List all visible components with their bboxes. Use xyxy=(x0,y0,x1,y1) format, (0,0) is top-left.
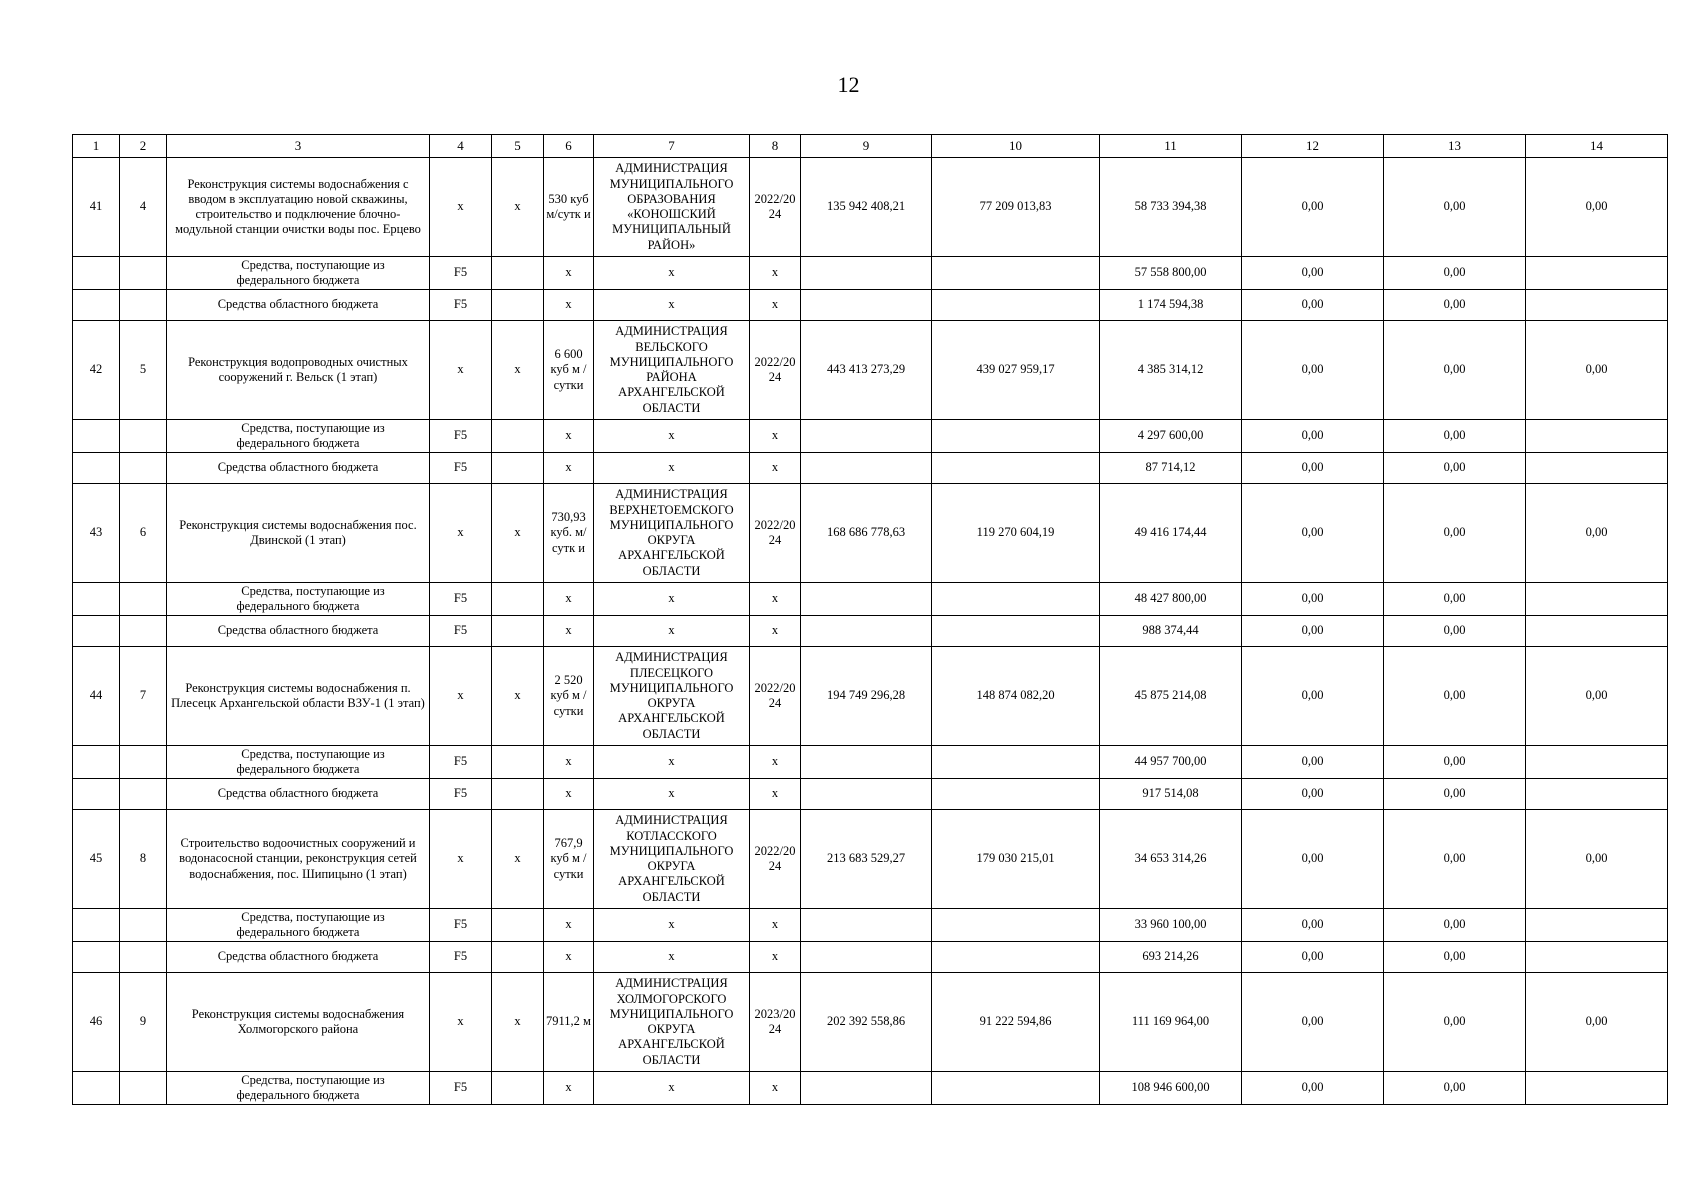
cell-col5: x xyxy=(492,973,544,1072)
years: 2023/20 24 xyxy=(750,973,801,1072)
cell-col7: x xyxy=(594,453,750,484)
cell-col4: F5 xyxy=(430,583,492,616)
sub-number: 5 xyxy=(120,321,167,420)
capacity: 767,9 куб м / сутки xyxy=(544,810,594,909)
cost-col10: 119 270 604,19 xyxy=(932,484,1100,583)
cost-col12: 0,00 xyxy=(1242,257,1384,290)
funding-source-row xyxy=(73,420,1668,453)
years: 2022/20 24 xyxy=(750,810,801,909)
cost-col13: 0,00 xyxy=(1384,616,1526,647)
cost-col12: 0,00 xyxy=(1242,583,1384,616)
cell-col8: x xyxy=(750,779,801,810)
cost-col12: 0,00 xyxy=(1242,909,1384,942)
cost-col13: 0,00 xyxy=(1384,810,1526,909)
empty-cell xyxy=(73,453,120,484)
row-number: 44 xyxy=(73,647,120,746)
cost-col13: 0,00 xyxy=(1384,1072,1526,1105)
empty-cell xyxy=(492,420,544,453)
cost-col11: 57 558 800,00 xyxy=(1100,257,1242,290)
cost-col14: 0,00 xyxy=(1526,484,1668,583)
empty-cell xyxy=(1526,257,1668,290)
cell-col7: x xyxy=(594,779,750,810)
funding-source-row xyxy=(73,1072,1668,1105)
cell-col4: F5 xyxy=(430,420,492,453)
empty-cell xyxy=(1526,616,1668,647)
cost-col11: 917 514,08 xyxy=(1100,779,1242,810)
cost-col11: 48 427 800,00 xyxy=(1100,583,1242,616)
empty-cell xyxy=(492,942,544,973)
empty-cell xyxy=(492,257,544,290)
cell-col6: x xyxy=(544,779,594,810)
cell-col5: x xyxy=(492,158,544,257)
funding-source-row xyxy=(73,616,1668,647)
sub-number: 6 xyxy=(120,484,167,583)
cost-col11: 988 374,44 xyxy=(1100,616,1242,647)
cost-col14: 0,00 xyxy=(1526,321,1668,420)
empty-cell xyxy=(120,746,167,779)
funding-source-line2: федерального бюджета xyxy=(236,599,360,613)
empty-cell xyxy=(1526,942,1668,973)
cost-col11: 4 297 600,00 xyxy=(1100,420,1242,453)
empty-cell xyxy=(932,420,1100,453)
funding-source-line2: федерального бюджета xyxy=(236,925,360,939)
sub-number: 9 xyxy=(120,973,167,1072)
cost-col12: 0,00 xyxy=(1242,290,1384,321)
header-row xyxy=(73,135,1668,158)
cell-col7: x xyxy=(594,420,750,453)
cell-col4: x xyxy=(430,484,492,583)
organization: АДМИНИСТРАЦИЯ ВЕРХНЕТОЕМСКОГО МУНИЦИПАЛЬНОГО ОКРУГА АРХАНГЕЛЬСКОЙ ОБЛАСТИ xyxy=(594,484,750,583)
empty-cell xyxy=(492,453,544,484)
cost-col13: 0,00 xyxy=(1384,158,1526,257)
funding-source-label: Средства областного бюджета xyxy=(167,616,430,647)
cell-col8: x xyxy=(750,746,801,779)
row-number: 41 xyxy=(73,158,120,257)
cell-col4: F5 xyxy=(430,290,492,321)
empty-cell xyxy=(932,583,1100,616)
cell-col4: F5 xyxy=(430,257,492,290)
capacity: 2 520 куб м / сутки xyxy=(544,647,594,746)
cell-col4: x xyxy=(430,973,492,1072)
column-header: 13 xyxy=(1384,135,1526,158)
project-name: Реконструкция системы водоснабжения п. Плесецк Архангельской области ВЗУ-1 (1 этап) xyxy=(167,647,430,746)
empty-cell xyxy=(120,583,167,616)
cost-col12: 0,00 xyxy=(1242,942,1384,973)
project-name: Реконструкция системы водоснабжения Холмогорского района xyxy=(167,973,430,1072)
cost-col12: 0,00 xyxy=(1242,484,1384,583)
years: 2022/20 24 xyxy=(750,321,801,420)
funding-source-label xyxy=(167,746,430,779)
empty-cell xyxy=(932,909,1100,942)
cost-col11: 58 733 394,38 xyxy=(1100,158,1242,257)
empty-cell xyxy=(1526,583,1668,616)
empty-cell xyxy=(932,453,1100,484)
cost-col12: 0,00 xyxy=(1242,420,1384,453)
empty-cell xyxy=(1526,290,1668,321)
column-header: 3 xyxy=(167,135,430,158)
cell-col8: x xyxy=(750,453,801,484)
empty-cell xyxy=(73,290,120,321)
funding-source-line2: федерального бюджета xyxy=(236,1088,360,1102)
funding-source-line1: Средства, поступающие из xyxy=(241,257,385,272)
cell-col7: x xyxy=(594,1072,750,1105)
empty-cell xyxy=(73,942,120,973)
funding-source-row xyxy=(73,909,1668,942)
cost-col13: 0,00 xyxy=(1384,909,1526,942)
project-row xyxy=(73,647,1668,746)
cost-col11: 33 960 100,00 xyxy=(1100,909,1242,942)
funding-source-line1: Средства, поступающие из xyxy=(241,746,385,761)
cost-col12: 0,00 xyxy=(1242,453,1384,484)
empty-cell xyxy=(801,746,932,779)
funding-source-row xyxy=(73,942,1668,973)
cost-col13: 0,00 xyxy=(1384,420,1526,453)
empty-cell xyxy=(492,779,544,810)
cost-col13: 0,00 xyxy=(1384,290,1526,321)
cell-col5: x xyxy=(492,321,544,420)
sub-number: 8 xyxy=(120,810,167,909)
cost-col11: 34 653 314,26 xyxy=(1100,810,1242,909)
cell-col5: x xyxy=(492,647,544,746)
funding-source-row xyxy=(73,746,1668,779)
cost-col12: 0,00 xyxy=(1242,779,1384,810)
cost-col13: 0,00 xyxy=(1384,973,1526,1072)
empty-cell xyxy=(73,257,120,290)
cost-col12: 0,00 xyxy=(1242,321,1384,420)
cost-col14: 0,00 xyxy=(1526,647,1668,746)
empty-cell xyxy=(1526,420,1668,453)
cost-col13: 0,00 xyxy=(1384,453,1526,484)
cost-col13: 0,00 xyxy=(1384,257,1526,290)
funding-source-label xyxy=(167,420,430,453)
organization: АДМИНИСТРАЦИЯ ХОЛМОГОРСКОГО МУНИЦИПАЛЬНОГО ОКРУГА АРХАНГЕЛЬСКОЙ ОБЛАСТИ xyxy=(594,973,750,1072)
empty-cell xyxy=(801,583,932,616)
empty-cell xyxy=(932,746,1100,779)
cell-col4: F5 xyxy=(430,909,492,942)
cost-col12: 0,00 xyxy=(1242,647,1384,746)
cell-col4: x xyxy=(430,647,492,746)
cost-col10: 179 030 215,01 xyxy=(932,810,1100,909)
empty-cell xyxy=(120,942,167,973)
sub-number: 4 xyxy=(120,158,167,257)
project-row xyxy=(73,484,1668,583)
empty-cell xyxy=(492,583,544,616)
empty-cell xyxy=(492,616,544,647)
empty-cell xyxy=(120,1072,167,1105)
cost-col11: 111 169 964,00 xyxy=(1100,973,1242,1072)
cell-col4: F5 xyxy=(430,1072,492,1105)
cost-col11: 45 875 214,08 xyxy=(1100,647,1242,746)
cell-col6: x xyxy=(544,290,594,321)
cost-col12: 0,00 xyxy=(1242,746,1384,779)
column-header: 1 xyxy=(73,135,120,158)
cell-col8: x xyxy=(750,1072,801,1105)
cell-col8: x xyxy=(750,583,801,616)
empty-cell xyxy=(1526,453,1668,484)
row-number: 45 xyxy=(73,810,120,909)
cell-col8: x xyxy=(750,290,801,321)
cost-col12: 0,00 xyxy=(1242,810,1384,909)
cost-col11: 44 957 700,00 xyxy=(1100,746,1242,779)
funding-source-line2: федерального бюджета xyxy=(236,273,360,287)
empty-cell xyxy=(73,779,120,810)
column-header: 14 xyxy=(1526,135,1668,158)
project-row xyxy=(73,158,1668,257)
capacity: 7911,2 м xyxy=(544,973,594,1072)
cell-col6: x xyxy=(544,909,594,942)
sub-number: 7 xyxy=(120,647,167,746)
cell-col5: x xyxy=(492,810,544,909)
empty-cell xyxy=(120,453,167,484)
cell-col8: x xyxy=(750,257,801,290)
cell-col4: F5 xyxy=(430,453,492,484)
funding-source-label: Средства областного бюджета xyxy=(167,942,430,973)
empty-cell xyxy=(801,257,932,290)
funding-source-row xyxy=(73,453,1668,484)
empty-cell xyxy=(801,453,932,484)
empty-cell xyxy=(932,257,1100,290)
cell-col7: x xyxy=(594,583,750,616)
empty-cell xyxy=(801,616,932,647)
total-cost: 202 392 558,86 xyxy=(801,973,932,1072)
empty-cell xyxy=(932,779,1100,810)
cost-col14: 0,00 xyxy=(1526,810,1668,909)
column-header: 6 xyxy=(544,135,594,158)
funding-source-row xyxy=(73,257,1668,290)
cost-col14: 0,00 xyxy=(1526,158,1668,257)
empty-cell xyxy=(932,616,1100,647)
total-cost: 168 686 778,63 xyxy=(801,484,932,583)
empty-cell xyxy=(73,1072,120,1105)
years: 2022/20 24 xyxy=(750,647,801,746)
cost-col10: 148 874 082,20 xyxy=(932,647,1100,746)
funding-source-label: Средства областного бюджета xyxy=(167,453,430,484)
empty-cell xyxy=(801,909,932,942)
cost-col12: 0,00 xyxy=(1242,1072,1384,1105)
cell-col7: x xyxy=(594,616,750,647)
cell-col6: x xyxy=(544,616,594,647)
project-row xyxy=(73,321,1668,420)
cell-col6: x xyxy=(544,746,594,779)
cost-col12: 0,00 xyxy=(1242,616,1384,647)
organization: АДМИНИСТРАЦИЯ МУНИЦИПАЛЬНОГО ОБРАЗОВАНИЯ «КОНОШСКИЙ МУНИЦИПАЛЬНЫЙ РАЙОН» xyxy=(594,158,750,257)
capacity: 6 600 куб м / сутки xyxy=(544,321,594,420)
empty-cell xyxy=(73,616,120,647)
cost-col11: 49 416 174,44 xyxy=(1100,484,1242,583)
empty-cell xyxy=(73,746,120,779)
column-header: 4 xyxy=(430,135,492,158)
funding-source-label xyxy=(167,909,430,942)
cell-col5: x xyxy=(492,484,544,583)
cost-col13: 0,00 xyxy=(1384,942,1526,973)
cell-col4: x xyxy=(430,158,492,257)
empty-cell xyxy=(492,746,544,779)
cell-col7: x xyxy=(594,909,750,942)
funding-source-label: Средства областного бюджета xyxy=(167,779,430,810)
cost-col11: 1 174 594,38 xyxy=(1100,290,1242,321)
total-cost: 213 683 529,27 xyxy=(801,810,932,909)
column-header: 11 xyxy=(1100,135,1242,158)
empty-cell xyxy=(120,420,167,453)
empty-cell xyxy=(73,909,120,942)
row-number: 46 xyxy=(73,973,120,1072)
empty-cell xyxy=(73,583,120,616)
empty-cell xyxy=(932,1072,1100,1105)
cell-col4: x xyxy=(430,810,492,909)
organization: АДМИНИСТРАЦИЯ КОТЛАССКОГО МУНИЦИПАЛЬНОГО ОКРУГА АРХАНГЕЛЬСКОЙ ОБЛАСТИ xyxy=(594,810,750,909)
empty-cell xyxy=(120,779,167,810)
cost-col12: 0,00 xyxy=(1242,158,1384,257)
funding-source-line1: Средства, поступающие из xyxy=(241,583,385,598)
empty-cell xyxy=(1526,1072,1668,1105)
organization: АДМИНИСТРАЦИЯ ПЛЕСЕЦКОГО МУНИЦИПАЛЬНОГО ОКРУГА АРХАНГЕЛЬСКОЙ ОБЛАСТИ xyxy=(594,647,750,746)
empty-cell xyxy=(492,909,544,942)
cost-col13: 0,00 xyxy=(1384,583,1526,616)
column-header: 5 xyxy=(492,135,544,158)
funding-source-row xyxy=(73,290,1668,321)
table-body xyxy=(73,135,1668,1105)
cost-col13: 0,00 xyxy=(1384,746,1526,779)
cost-col11: 87 714,12 xyxy=(1100,453,1242,484)
cell-col6: x xyxy=(544,583,594,616)
funding-source-line1: Средства, поступающие из xyxy=(241,909,385,924)
years: 2022/20 24 xyxy=(750,484,801,583)
funding-source-label xyxy=(167,257,430,290)
cell-col8: x xyxy=(750,909,801,942)
funding-source-line2: федерального бюджета xyxy=(236,436,360,450)
cell-col7: x xyxy=(594,746,750,779)
cost-col14: 0,00 xyxy=(1526,973,1668,1072)
cost-col13: 0,00 xyxy=(1384,779,1526,810)
cost-col11: 693 214,26 xyxy=(1100,942,1242,973)
funding-source-label xyxy=(167,583,430,616)
cell-col6: x xyxy=(544,942,594,973)
funding-source-label xyxy=(167,1072,430,1105)
project-row xyxy=(73,810,1668,909)
capacity: 730,93 куб. м/сутк и xyxy=(544,484,594,583)
funding-source-row xyxy=(73,779,1668,810)
empty-cell xyxy=(492,1072,544,1105)
total-cost: 135 942 408,21 xyxy=(801,158,932,257)
capacity: 530 куб м/сутк и xyxy=(544,158,594,257)
empty-cell xyxy=(1526,746,1668,779)
cell-col4: F5 xyxy=(430,746,492,779)
column-header: 12 xyxy=(1242,135,1384,158)
cell-col7: x xyxy=(594,942,750,973)
cell-col4: x xyxy=(430,321,492,420)
column-header: 9 xyxy=(801,135,932,158)
total-cost: 194 749 296,28 xyxy=(801,647,932,746)
empty-cell xyxy=(73,420,120,453)
cost-col13: 0,00 xyxy=(1384,484,1526,583)
cell-col7: x xyxy=(594,257,750,290)
empty-cell xyxy=(120,257,167,290)
cell-col8: x xyxy=(750,420,801,453)
empty-cell xyxy=(801,420,932,453)
column-header: 10 xyxy=(932,135,1100,158)
organization: АДМИНИСТРАЦИЯ ВЕЛЬСКОГО МУНИЦИПАЛЬНОГО РАЙОНА АРХАНГЕЛЬСКОЙ ОБЛАСТИ xyxy=(594,321,750,420)
column-header: 7 xyxy=(594,135,750,158)
cell-col7: x xyxy=(594,290,750,321)
project-name: Реконструкция водопроводных очистных сооружений г. Вельск (1 этап) xyxy=(167,321,430,420)
cell-col4: F5 xyxy=(430,942,492,973)
empty-cell xyxy=(932,290,1100,321)
cell-col4: F5 xyxy=(430,616,492,647)
empty-cell xyxy=(801,779,932,810)
cell-col6: x xyxy=(544,453,594,484)
cost-col12: 0,00 xyxy=(1242,973,1384,1072)
empty-cell xyxy=(492,290,544,321)
empty-cell xyxy=(801,942,932,973)
empty-cell xyxy=(120,290,167,321)
row-number: 43 xyxy=(73,484,120,583)
empty-cell xyxy=(1526,779,1668,810)
cell-col4: F5 xyxy=(430,779,492,810)
empty-cell xyxy=(1526,909,1668,942)
column-header: 2 xyxy=(120,135,167,158)
cost-col11: 108 946 600,00 xyxy=(1100,1072,1242,1105)
cell-col8: x xyxy=(750,942,801,973)
empty-cell xyxy=(801,1072,932,1105)
column-header: 8 xyxy=(750,135,801,158)
cost-col13: 0,00 xyxy=(1384,647,1526,746)
budget-table xyxy=(72,134,1668,1105)
empty-cell xyxy=(120,909,167,942)
cost-col11: 4 385 314,12 xyxy=(1100,321,1242,420)
cell-col6: x xyxy=(544,1072,594,1105)
cost-col10: 91 222 594,86 xyxy=(932,973,1100,1072)
project-name: Строительство водоочистных сооружений и водонасосной станции, реконструкция сетей водоснабжения, пос. Шипицыно (1 этап) xyxy=(167,810,430,909)
cell-col6: x xyxy=(544,257,594,290)
funding-source-row xyxy=(73,583,1668,616)
cell-col6: x xyxy=(544,420,594,453)
empty-cell xyxy=(120,616,167,647)
funding-source-label: Средства областного бюджета xyxy=(167,290,430,321)
row-number: 42 xyxy=(73,321,120,420)
years: 2022/20 24 xyxy=(750,158,801,257)
total-cost: 443 413 273,29 xyxy=(801,321,932,420)
project-name: Реконструкция системы водоснабжения с вводом в эксплуатацию новой скважины, строительство и подключение блочно-модульной станции очистки воды пос. Ерцево xyxy=(167,158,430,257)
funding-source-line1: Средства, поступающие из xyxy=(241,420,385,435)
funding-source-line1: Средства, поступающие из xyxy=(241,1072,385,1087)
funding-source-line2: федерального бюджета xyxy=(236,762,360,776)
cost-col10: 77 209 013,83 xyxy=(932,158,1100,257)
cell-col8: x xyxy=(750,616,801,647)
empty-cell xyxy=(932,942,1100,973)
page-number: 12 xyxy=(837,72,860,97)
cost-col10: 439 027 959,17 xyxy=(932,321,1100,420)
cost-col13: 0,00 xyxy=(1384,321,1526,420)
empty-cell xyxy=(801,290,932,321)
project-name: Реконструкция системы водоснабжения пос. Двинской (1 этап) xyxy=(167,484,430,583)
project-row xyxy=(73,973,1668,1072)
